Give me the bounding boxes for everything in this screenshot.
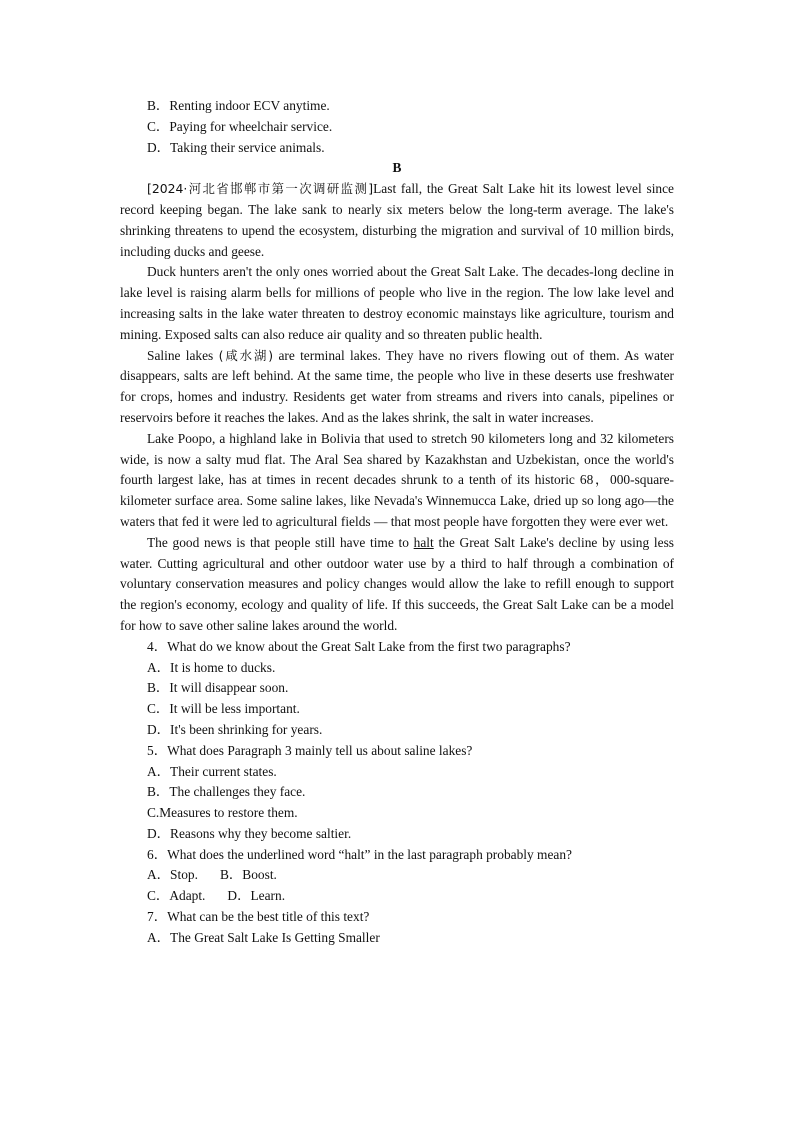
- question-7-stem: 7．What can be the best title of this text?: [147, 909, 370, 925]
- chinese-gloss: (咸水湖): [218, 347, 274, 363]
- question-5-stem: 5．What does Paragraph 3 mainly tell us about saline lakes?: [147, 742, 473, 758]
- underlined-word: halt: [413, 534, 434, 550]
- question-6-options-ab: [120, 865, 674, 886]
- section-label: B: [392, 160, 402, 176]
- paragraph-4: Lake Poopo, a highland lake in Bolivia that used to stretch 90 kilometers long and 32 kilometers wide, is now a salty mud flat. The Aral Sea shared by Kazakhstan and Uzbekistan, once the world's fourth largest lake, has at times in recent decades shrunk to a tenth of its historic 68，000-square-kilometer surface area. Some saline lakes, like Nevada's Winnemucca Lake, dried up so long ago—the waters that fed it were led to agricultural fields — that most people have forgotten they were ever wet.: [120, 430, 674, 529]
- question-4-option-c: C．It will be less important.: [147, 701, 300, 717]
- question-6-options-cd: [120, 886, 674, 907]
- paragraph-1-text: Last fall, the Great Salt Lake hit its lowest level since record keeping began. The lake sank to nearly six meters below the long-term average. The lake's shrinking threatens to upend the ecosystem, disturbing the migration and survival of 10 million birds, including ducks and geese.: [120, 181, 675, 259]
- question-4-option-d: D．It's been shrinking for years.: [147, 721, 323, 737]
- question-5-option-c: C.Measures to restore them.: [147, 805, 298, 821]
- source-tag: [2024·河北省邯郸市第一次调研监测]: [147, 181, 374, 197]
- question-5-option-a: A．Their current states.: [147, 763, 277, 779]
- paragraph-3-text: are terminal lakes. They have no rivers flowing out of them. As water disappears, salts are left behind. At the same time, the people who live in these deserts use freshwater for crops, homes and industry. Residents get water from streams and rivers into canals, pipelines or reservoirs before it reaches the lakes. And as the lakes shrink, the salt in water increases.: [120, 347, 675, 425]
- prev-option-d: D．Taking their service animals.: [147, 139, 325, 155]
- paragraph-3-lead: Saline lakes: [147, 347, 219, 363]
- prev-option-b: B．Renting indoor ECV anytime.: [147, 98, 330, 113]
- paragraph-2: Duck hunters aren't the only ones worried about the Great Salt Lake. The decades-long decline in lake level is raising alarm bells for millions of people who live in the region. The low lake level and increasing salts in the lake water threaten to destroy economic mainstays like agriculture, tourism and mining. Exposed salts can also reduce air quality and so threaten public health.: [120, 264, 674, 342]
- question-4-option-b: B．It will disappear soon.: [147, 680, 289, 696]
- paragraph-5: [120, 533, 674, 637]
- paragraph-3: [120, 346, 674, 429]
- page-content: [120, 96, 674, 949]
- paragraph-1: [120, 179, 674, 262]
- question-6-stem: 6．What does the underlined word “halt” in the last paragraph probably mean?: [147, 846, 573, 862]
- passage: [120, 179, 674, 637]
- question-6-option-d: D．Learn.: [227, 888, 286, 904]
- prev-option-c: C．Paying for wheelchair service.: [147, 118, 333, 134]
- question-5-option-d: D．Reasons why they become saltier.: [147, 825, 352, 841]
- question-7-option-a: A．The Great Salt Lake Is Getting Smaller: [147, 929, 380, 945]
- question-5-option-b: B．The challenges they face.: [147, 784, 306, 800]
- paragraph-5-lead: The good news is that people still have time to: [147, 534, 414, 550]
- paragraph-5-text: the Great Salt Lake's decline by using less water. Cutting agricultural and other outdoor water use by a third to half through a combination of voluntary conservation measures and policy changes would allow the lake to refill enough to support the region's economy, ecology and quality of life. If this succeeds, the Great Salt Lake can be a model for how to save other saline lakes around the world.: [120, 534, 675, 633]
- question-4-stem: 4．What do we know about the Great Salt Lake from the first two paragraphs?: [147, 638, 571, 654]
- question-6-option-c: C．Adapt.: [147, 888, 206, 904]
- question-6-option-a: A．Stop.: [147, 867, 198, 883]
- question-6-option-b: B．Boost.: [219, 867, 277, 883]
- question-4-option-a: A．It is home to ducks.: [147, 659, 276, 675]
